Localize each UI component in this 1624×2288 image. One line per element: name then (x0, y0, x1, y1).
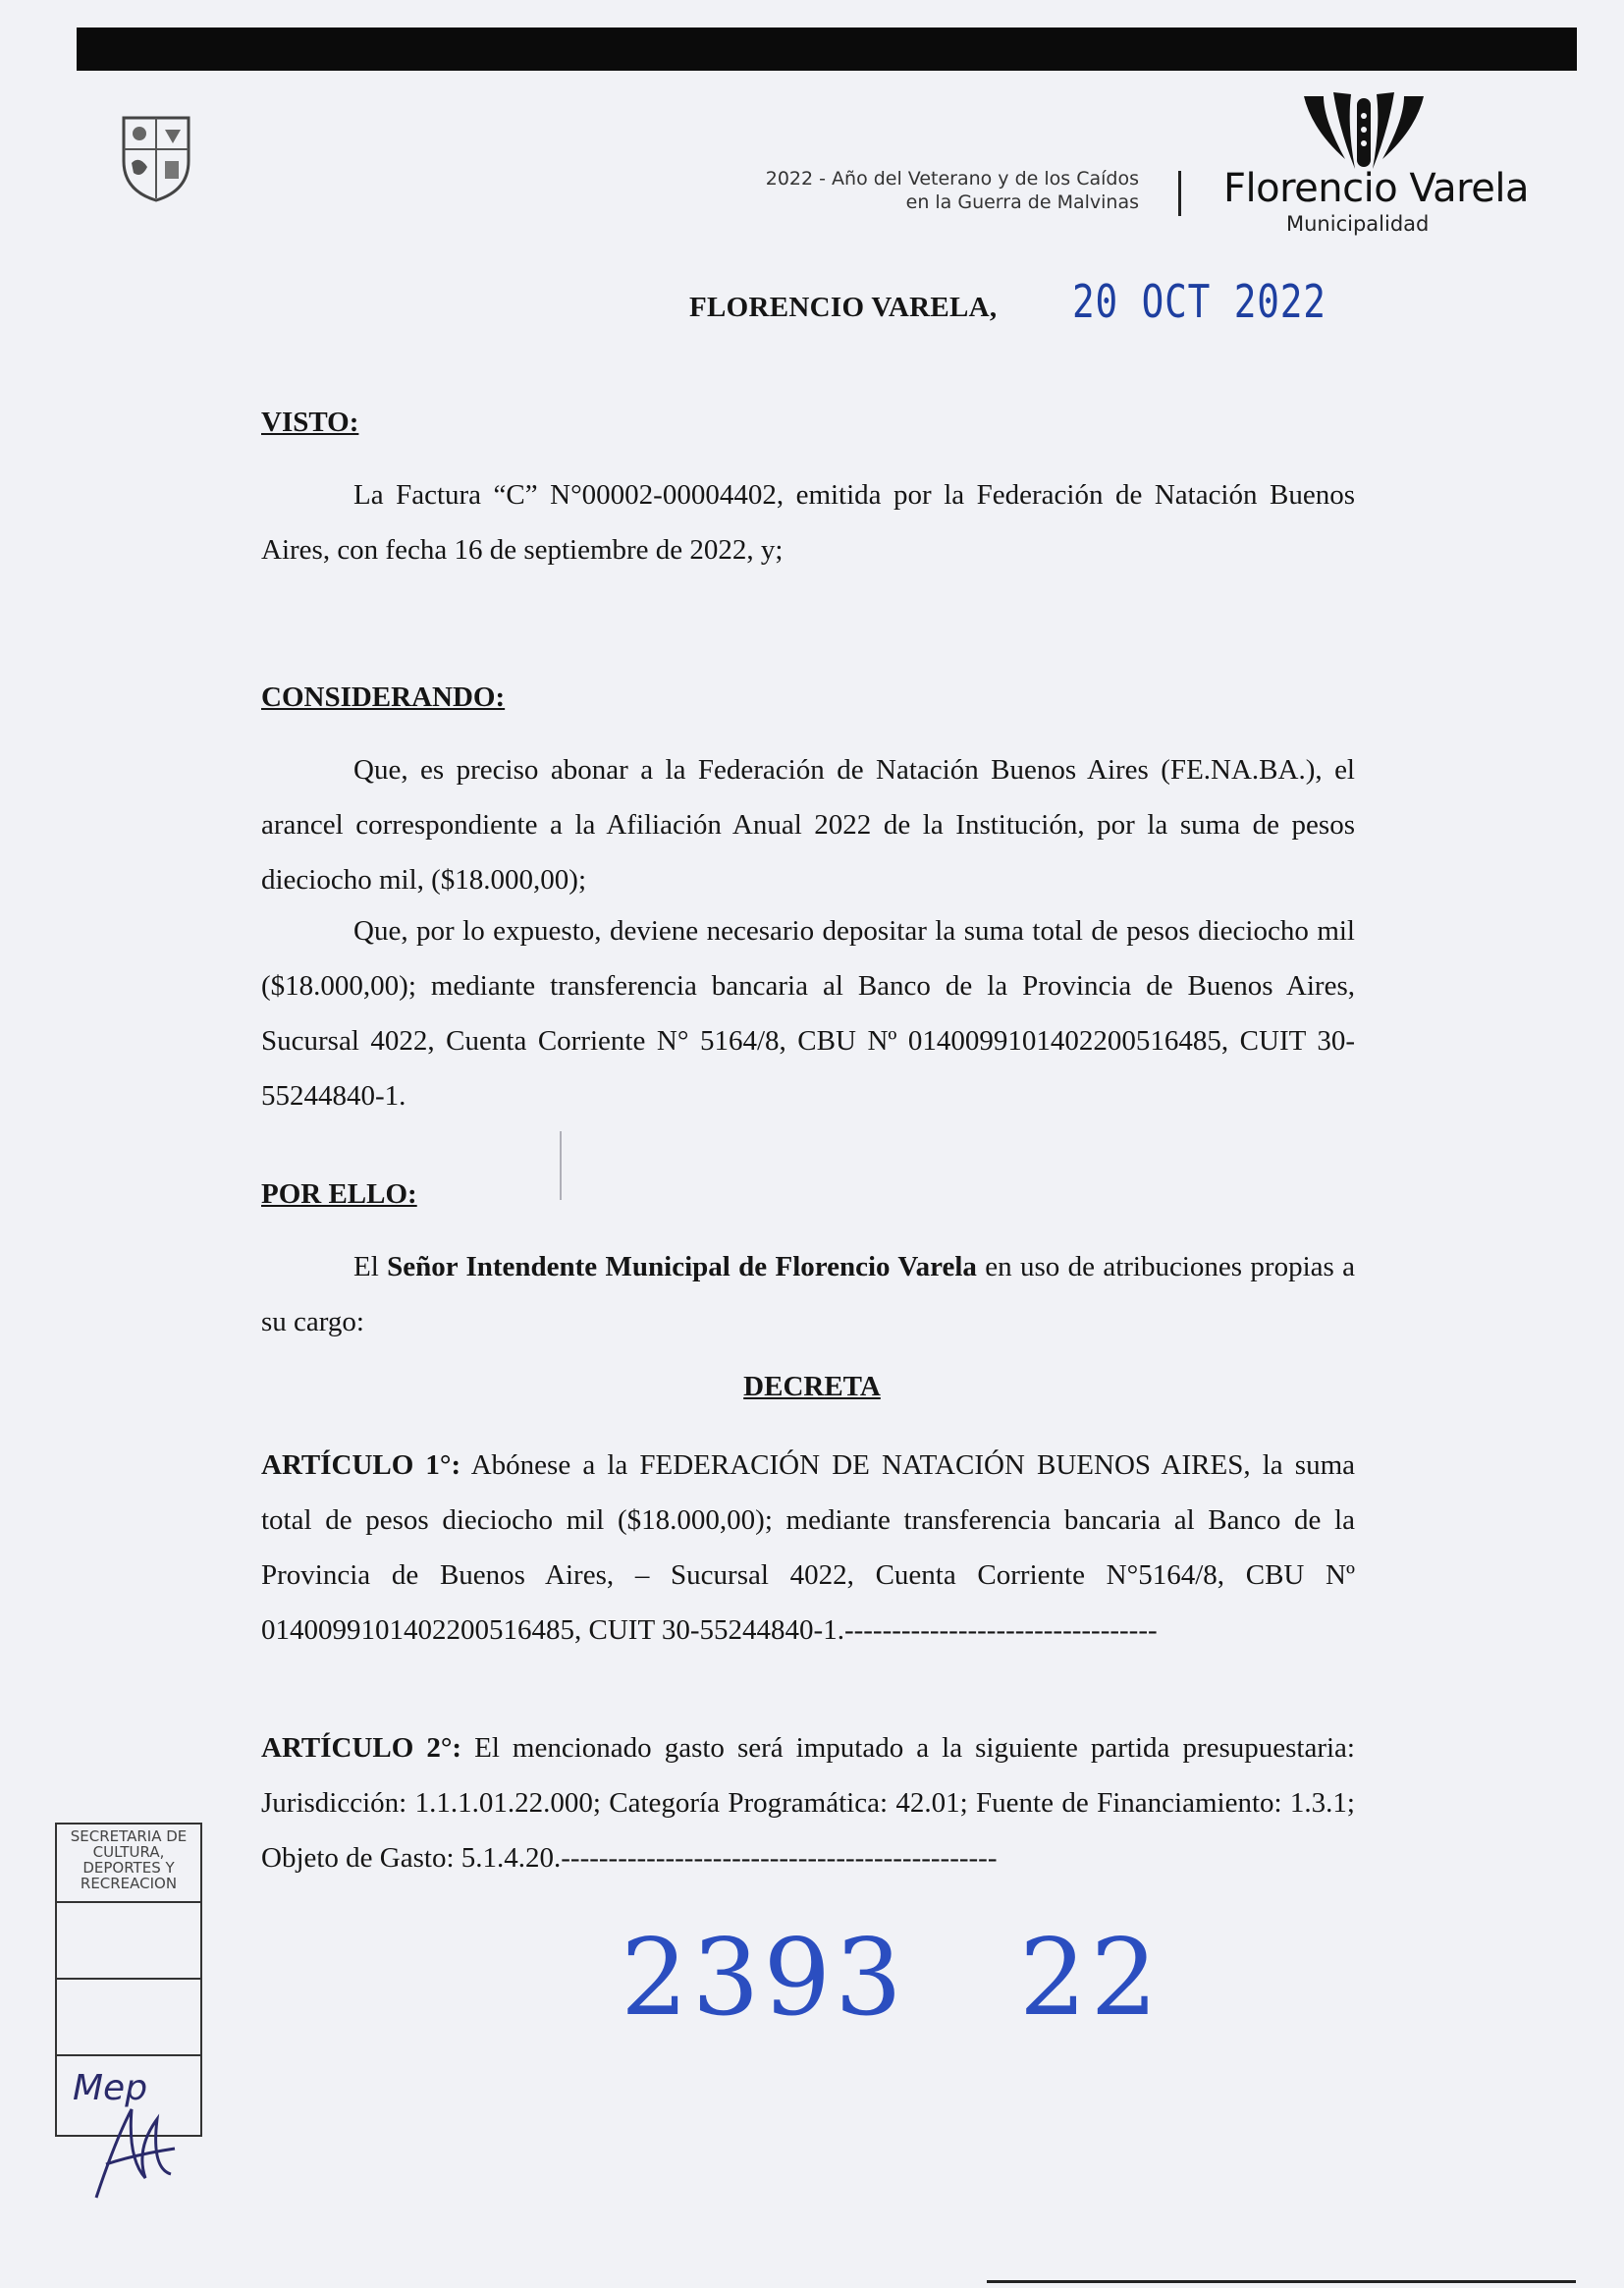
decreta-heading: DECRETA (743, 1371, 881, 1402)
department-label: SECRETARIA DE CULTURA, DEPORTES Y RECREACION (57, 1825, 200, 1903)
date-stamp: 20 OCT 2022 (1072, 275, 1326, 328)
articulo-2: ARTÍCULO 2°: El mencionado gasto será imputado a la siguiente partida presupuestaria: Jurisdicción: 1.1.1.01.22.000; Categoría Programática: 42.01; Fuente de Financiamiento: 1.3.1; Objeto de Gasto: 5.1.4.20.---------------------------------------------- (261, 1732, 1355, 1874)
visto-heading: VISTO: (261, 407, 359, 438)
scan-mark (560, 1131, 562, 1200)
considerando-paragraph-1: Que, es preciso abonar a la Federación de Natación Buenos Aires (FE.NA.BA.), el arancel correspondiente a la Afiliación Anual 2022 de la Institución, por la suma de pesos dieciocho mil, ($18.000,00); (261, 754, 1355, 896)
considerando-heading: CONSIDERANDO: (261, 681, 506, 713)
header-divider (1178, 171, 1181, 216)
decree-number-stamp: 2393 22 (621, 1917, 1163, 2040)
handwritten-initials: Mep (73, 2068, 148, 2108)
place-heading: FLORENCIO VARELA, (689, 292, 998, 323)
initials-cell (57, 1903, 200, 1980)
logo-name: Florencio Varela (1223, 166, 1529, 211)
municipal-shield-icon (116, 110, 196, 204)
initials-cell (57, 1980, 200, 2056)
articulo-1: ARTÍCULO 1°: Abónese a la FEDERACIÓN DE NATACIÓN BUENOS AIRES, la suma total de pesos dieciocho mil ($18.000,00); mediante transferencia bancaria al Banco de la Provincia de Buenos Aires, – Sucursal 4022, Cuenta Corriente N°5164/8, CBU Nº 0140099101402200516485, CUIT 30-55244840-1.--------------------------------- (261, 1449, 1355, 1646)
scan-black-bar (77, 27, 1577, 71)
por-ello-heading: POR ELLO: (261, 1178, 417, 1210)
handwritten-signature (77, 2080, 194, 2207)
header-motto: 2022 - Año del Veterano y de los Caídos en la Guerra de Malvinas (765, 168, 1139, 213)
considerando-paragraph-2: Que, por lo expuesto, deviene necesario depositar la suma total de pesos dieciocho mil ($18.000,00); mediante transferencia bancaria al Banco de la Provincia de Buenos Aires, Sucursal 4022, Cuenta Corriente N° 5164/8, CBU Nº 0140099101402200516485, CUIT 30-55244840-1. (261, 915, 1355, 1112)
por-ello-paragraph: El Señor Intendente Municipal de Florencio Varela en uso de atribuciones propias a su cargo: (261, 1251, 1355, 1337)
florencio-varela-logo-icon (1294, 90, 1434, 175)
logo-subtitle: Municipalidad (1286, 212, 1430, 236)
visto-paragraph: La Factura “C” N°00002-00004402, emitida por la Federación de Natación Buenos Aires, con fecha 16 de septiembre de 2022, y; (261, 479, 1355, 566)
scan-edge-line (987, 2280, 1576, 2283)
